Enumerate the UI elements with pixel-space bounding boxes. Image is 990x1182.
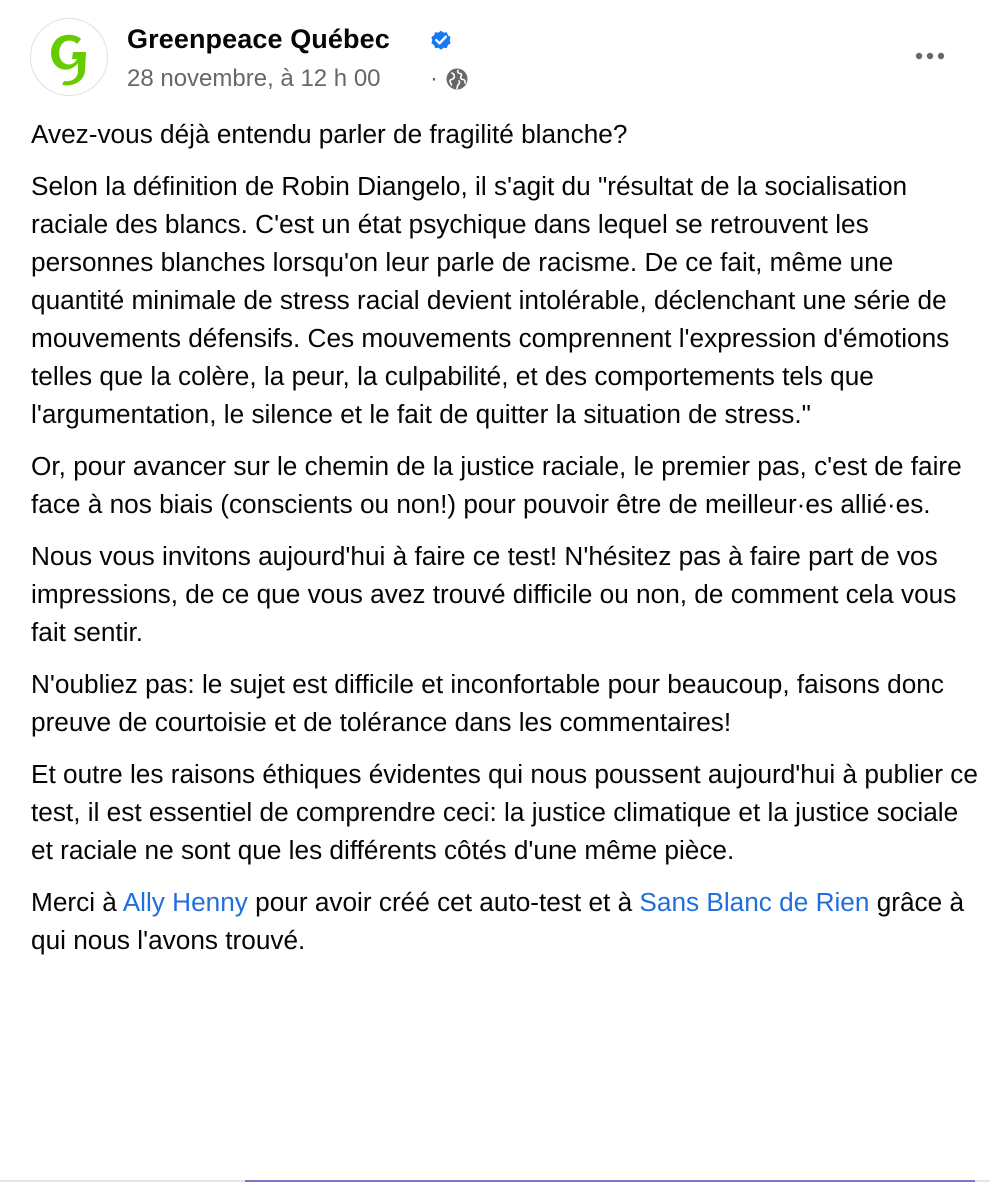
verified-badge-icon <box>429 28 453 52</box>
credits-text: grâce à qui nous l'avons trouvé. <box>31 887 965 955</box>
page-name[interactable]: Greenpeace Québec <box>127 24 390 54</box>
credits-text: pour avoir créé cet auto-test et à <box>247 887 640 917</box>
post-body <box>31 115 979 973</box>
more-options-icon <box>906 40 954 72</box>
page-avatar[interactable] <box>30 18 108 96</box>
meta-separator: · <box>430 65 438 92</box>
post-paragraph: Or, pour avancer sur le chemin de la justice raciale, le premier pas, c'est de faire face à nos biais (conscients ou non!) pour pouvoir être de meilleur·es allié·es. <box>31 451 962 519</box>
sans-blanc-de-rien-link[interactable]: Sans Blanc de Rien <box>639 887 870 917</box>
post-paragraph: N'oubliez pas: le sujet est difficile et inconfortable pour beaucoup, faisons donc preuve de courtoisie et de tolérance dans les commentaires! <box>31 669 944 737</box>
post-timestamp[interactable]: 28 novembre, à 12 h 00 <box>127 65 381 92</box>
post-paragraph: Selon la définition de Robin Diangelo, il s'agit du "résultat de la socialisation raciale des blancs. C'est un état psychique dans lequel se retrouvent les personnes blanches lorsqu'on leur parle de racisme. De ce fait, même une quantité minimale de stress racial devient intolérable, déclenchant une série de mouvements défensifs. Ces mouvements comprennent l'expression d'émotions telles que la colère, la peur, la culpabilité, et des comportements tels que l'argumentation, le silence et le fait de quitter la situation de stress." <box>31 171 950 429</box>
more-options-button[interactable] <box>906 40 954 72</box>
greenpeace-logo-icon <box>31 19 107 95</box>
globe-icon[interactable] <box>445 67 469 91</box>
post-header <box>0 0 990 110</box>
post-paragraph: Et outre les raisons éthiques évidentes qui nous poussent aujourd'hui à publier ce test, il est essentiel de comprendre ceci: la justice climatique et la justice sociale et raciale ne sont que les différents côtés d'une même pièce. <box>31 759 978 865</box>
post-paragraph: Nous vous invitons aujourd'hui à faire ce test! N'hésitez pas à faire part de vos impressions, de ce que vous avez trouvé difficile ou non, de comment cela vous fait sentir. <box>31 541 957 647</box>
credits-text: Merci à <box>31 887 123 917</box>
post-paragraph: Avez-vous déjà entendu parler de fragilité blanche? <box>31 119 628 149</box>
post-paragraph-credits <box>31 883 979 959</box>
ally-henny-link[interactable]: Ally Henny <box>122 887 248 917</box>
